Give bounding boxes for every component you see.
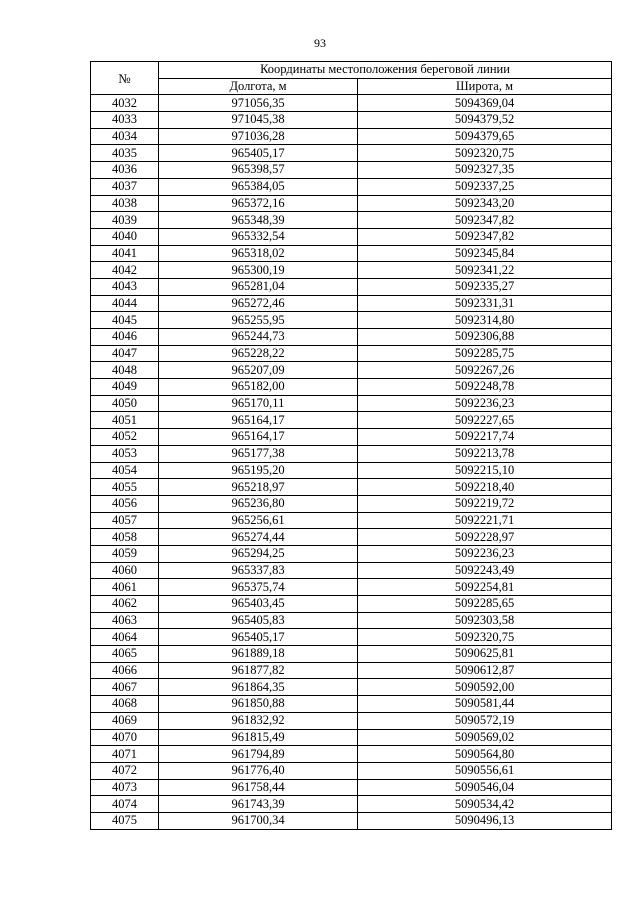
table-row	[91, 479, 612, 496]
column-group-header: Координаты местоположения береговой линии	[159, 62, 612, 79]
cell-longitude: 971036,28	[159, 128, 358, 145]
table-row	[91, 746, 612, 763]
cell-latitude: 5092314,80	[358, 312, 612, 329]
cell-number: 4066	[91, 662, 159, 679]
cell-number: 4064	[91, 629, 159, 646]
cell-longitude: 965332,54	[159, 228, 358, 245]
cell-longitude: 965274,44	[159, 529, 358, 546]
cell-number: 4039	[91, 212, 159, 229]
table-body	[91, 95, 612, 829]
cell-longitude: 965236,80	[159, 495, 358, 512]
cell-longitude: 961700,34	[159, 812, 358, 829]
table-row	[91, 395, 612, 412]
table-row	[91, 545, 612, 562]
cell-longitude: 971056,35	[159, 95, 358, 112]
coordinates-table	[90, 61, 612, 830]
table-row	[91, 679, 612, 696]
cell-number: 4068	[91, 696, 159, 713]
table-row	[91, 178, 612, 195]
cell-number: 4035	[91, 145, 159, 162]
cell-number: 4052	[91, 429, 159, 446]
cell-longitude: 961758,44	[159, 779, 358, 796]
cell-longitude: 965372,16	[159, 195, 358, 212]
cell-number: 4075	[91, 812, 159, 829]
cell-latitude: 5092221,71	[358, 512, 612, 529]
cell-latitude: 5090592,00	[358, 679, 612, 696]
table-row	[91, 278, 612, 295]
cell-latitude: 5090625,81	[358, 646, 612, 663]
cell-number: 4069	[91, 712, 159, 729]
table-row	[91, 295, 612, 312]
cell-latitude: 5092327,35	[358, 162, 612, 179]
cell-longitude: 965182,00	[159, 379, 358, 396]
cell-latitude: 5090564,80	[358, 746, 612, 763]
table-row	[91, 812, 612, 829]
cell-number: 4033	[91, 112, 159, 129]
cell-number: 4061	[91, 579, 159, 596]
cell-number: 4057	[91, 512, 159, 529]
cell-longitude: 961864,35	[159, 679, 358, 696]
cell-latitude: 5092254,81	[358, 579, 612, 596]
cell-longitude: 961743,39	[159, 796, 358, 813]
cell-number: 4050	[91, 395, 159, 412]
cell-longitude: 965403,45	[159, 596, 358, 613]
table-row	[91, 245, 612, 262]
cell-latitude: 5092345,84	[358, 245, 612, 262]
cell-latitude: 5090534,42	[358, 796, 612, 813]
table-row	[91, 429, 612, 446]
cell-number: 4067	[91, 679, 159, 696]
table-row	[91, 445, 612, 462]
cell-latitude: 5094379,52	[358, 112, 612, 129]
table-row	[91, 729, 612, 746]
column-header-longitude: Долгота, м	[159, 78, 358, 95]
cell-number: 4040	[91, 228, 159, 245]
cell-latitude: 5092218,40	[358, 479, 612, 496]
table-row	[91, 495, 612, 512]
table-row	[91, 462, 612, 479]
table-row	[91, 379, 612, 396]
cell-number: 4045	[91, 312, 159, 329]
cell-latitude: 5092227,65	[358, 412, 612, 429]
cell-latitude: 5094369,04	[358, 95, 612, 112]
cell-longitude: 965337,83	[159, 562, 358, 579]
cell-number: 4041	[91, 245, 159, 262]
cell-latitude: 5092267,26	[358, 362, 612, 379]
cell-longitude: 965164,17	[159, 429, 358, 446]
cell-number: 4058	[91, 529, 159, 546]
table-row	[91, 529, 612, 546]
cell-latitude: 5092217,74	[358, 429, 612, 446]
cell-number: 4043	[91, 278, 159, 295]
cell-latitude: 5092215,10	[358, 462, 612, 479]
cell-number: 4055	[91, 479, 159, 496]
cell-latitude: 5092347,82	[358, 212, 612, 229]
cell-latitude: 5092213,78	[358, 445, 612, 462]
cell-latitude: 5092320,75	[358, 629, 612, 646]
cell-number: 4048	[91, 362, 159, 379]
table-row	[91, 195, 612, 212]
cell-longitude: 961776,40	[159, 762, 358, 779]
table-row	[91, 629, 612, 646]
cell-latitude: 5090581,44	[358, 696, 612, 713]
cell-number: 4070	[91, 729, 159, 746]
table-row	[91, 162, 612, 179]
table-row	[91, 128, 612, 145]
table-row	[91, 228, 612, 245]
table-row	[91, 362, 612, 379]
cell-latitude: 5092228,97	[358, 529, 612, 546]
column-header-latitude: Широта, м	[358, 78, 612, 95]
cell-number: 4036	[91, 162, 159, 179]
cell-number: 4053	[91, 445, 159, 462]
cell-longitude: 965256,61	[159, 512, 358, 529]
cell-number: 4072	[91, 762, 159, 779]
table-row	[91, 345, 612, 362]
table-row	[91, 112, 612, 129]
cell-latitude: 5090496,13	[358, 812, 612, 829]
table-row	[91, 612, 612, 629]
table-row	[91, 712, 612, 729]
cell-number: 4062	[91, 596, 159, 613]
cell-longitude: 965348,39	[159, 212, 358, 229]
cell-number: 4073	[91, 779, 159, 796]
cell-latitude: 5090572,19	[358, 712, 612, 729]
table-row	[91, 779, 612, 796]
table-row	[91, 646, 612, 663]
cell-number: 4038	[91, 195, 159, 212]
cell-latitude: 5090612,87	[358, 662, 612, 679]
cell-longitude: 961889,18	[159, 646, 358, 663]
cell-latitude: 5092343,20	[358, 195, 612, 212]
cell-latitude: 5092236,23	[358, 395, 612, 412]
cell-longitude: 965405,17	[159, 629, 358, 646]
cell-number: 4042	[91, 262, 159, 279]
cell-longitude: 965164,17	[159, 412, 358, 429]
cell-number: 4044	[91, 295, 159, 312]
cell-longitude: 965398,57	[159, 162, 358, 179]
cell-latitude: 5090556,61	[358, 762, 612, 779]
page-number: 93	[314, 36, 326, 50]
cell-longitude: 965228,22	[159, 345, 358, 362]
table-row	[91, 579, 612, 596]
cell-longitude: 961815,49	[159, 729, 358, 746]
cell-number: 4049	[91, 379, 159, 396]
table-row	[91, 762, 612, 779]
cell-longitude: 965294,25	[159, 545, 358, 562]
cell-number: 4032	[91, 95, 159, 112]
cell-latitude: 5092243,49	[358, 562, 612, 579]
cell-number: 4034	[91, 128, 159, 145]
cell-latitude: 5092248,78	[358, 379, 612, 396]
cell-latitude: 5092335,27	[358, 278, 612, 295]
cell-longitude: 965375,74	[159, 579, 358, 596]
cell-number: 4046	[91, 329, 159, 346]
cell-longitude: 971045,38	[159, 112, 358, 129]
table-row	[91, 212, 612, 229]
table-row	[91, 512, 612, 529]
cell-number: 4074	[91, 796, 159, 813]
cell-longitude: 965272,46	[159, 295, 358, 312]
table-row	[91, 312, 612, 329]
cell-number: 4054	[91, 462, 159, 479]
cell-longitude: 965195,20	[159, 462, 358, 479]
table-row	[91, 596, 612, 613]
cell-latitude: 5090569,02	[358, 729, 612, 746]
table-row	[91, 262, 612, 279]
cell-longitude: 965405,83	[159, 612, 358, 629]
cell-latitude: 5092306,88	[358, 329, 612, 346]
cell-longitude: 961794,89	[159, 746, 358, 763]
cell-latitude: 5092236,23	[358, 545, 612, 562]
cell-longitude: 965170,11	[159, 395, 358, 412]
table-row	[91, 562, 612, 579]
table-row	[91, 145, 612, 162]
column-header-number: №	[91, 62, 159, 95]
cell-longitude: 961850,88	[159, 696, 358, 713]
cell-latitude: 5090546,04	[358, 779, 612, 796]
cell-latitude: 5092285,75	[358, 345, 612, 362]
table-row	[91, 696, 612, 713]
cell-latitude: 5092219,72	[358, 495, 612, 512]
cell-latitude: 5092331,31	[358, 295, 612, 312]
cell-longitude: 965244,73	[159, 329, 358, 346]
cell-number: 4056	[91, 495, 159, 512]
cell-longitude: 965318,02	[159, 245, 358, 262]
cell-number: 4059	[91, 545, 159, 562]
cell-number: 4071	[91, 746, 159, 763]
cell-latitude: 5094379,65	[358, 128, 612, 145]
cell-longitude: 965281,04	[159, 278, 358, 295]
table-row	[91, 412, 612, 429]
cell-longitude: 965405,17	[159, 145, 358, 162]
cell-latitude: 5092347,82	[358, 228, 612, 245]
cell-longitude: 965384,05	[159, 178, 358, 195]
table-row	[91, 329, 612, 346]
table-row	[91, 796, 612, 813]
table-row	[91, 662, 612, 679]
cell-latitude: 5092320,75	[358, 145, 612, 162]
cell-number: 4065	[91, 646, 159, 663]
cell-longitude: 965218,97	[159, 479, 358, 496]
cell-number: 4047	[91, 345, 159, 362]
cell-number: 4063	[91, 612, 159, 629]
cell-latitude: 5092341,22	[358, 262, 612, 279]
cell-longitude: 965207,09	[159, 362, 358, 379]
cell-latitude: 5092337,25	[358, 178, 612, 195]
cell-latitude: 5092303,58	[358, 612, 612, 629]
table-row	[91, 95, 612, 112]
cell-number: 4060	[91, 562, 159, 579]
cell-longitude: 965255,95	[159, 312, 358, 329]
cell-number: 4037	[91, 178, 159, 195]
cell-longitude: 961832,92	[159, 712, 358, 729]
cell-latitude: 5092285,65	[358, 596, 612, 613]
cell-number: 4051	[91, 412, 159, 429]
cell-longitude: 965300,19	[159, 262, 358, 279]
cell-longitude: 961877,82	[159, 662, 358, 679]
cell-longitude: 965177,38	[159, 445, 358, 462]
